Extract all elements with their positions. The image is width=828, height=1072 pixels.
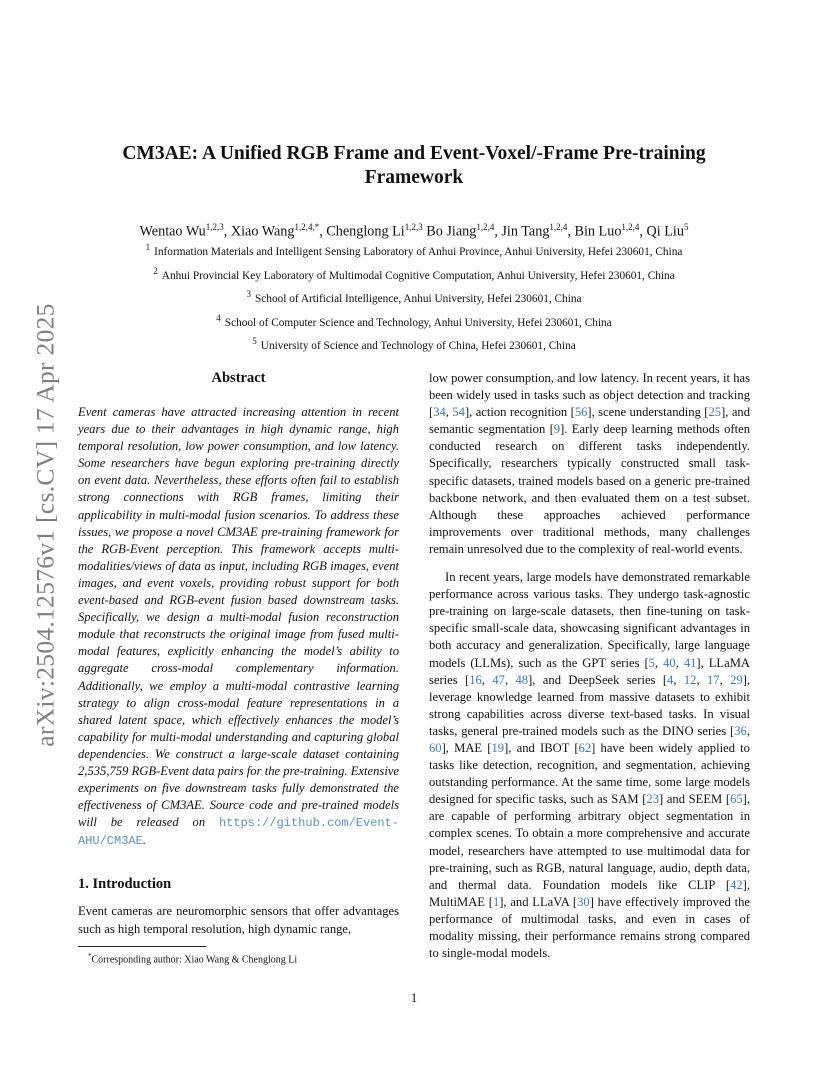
citation-link[interactable]: 12 bbox=[683, 672, 697, 687]
author-list: Wentao Wu$^{1,2,3}$, Xiao Wang$^{1,2,4,*}$, Chenglong Li$^{1,2,3}$ Bo Jiang$^{1,2,4}$, Jin Tang$^{1,2,4}$, Bin Luo$^{1,2,4}$, Qi Liu$^5$ bbox=[139, 222, 689, 240]
affiliation-list bbox=[60, 238, 768, 356]
citation-link[interactable]: 42 bbox=[730, 877, 743, 892]
citation-link[interactable]: 30 bbox=[577, 894, 590, 909]
paragraph-gap bbox=[429, 558, 750, 569]
citation-link[interactable]: 48 bbox=[515, 672, 529, 687]
affiliation-text: School of Artificial Intelligence, Anhui University, Hefei 230601, China bbox=[255, 292, 582, 305]
title-line-2: Framework bbox=[364, 167, 464, 188]
affiliation-text: University of Science and Technology of China, Hefei 230601, China bbox=[260, 340, 576, 353]
affiliation-number: 4 bbox=[216, 312, 221, 323]
author-name: Xiao Wang bbox=[230, 223, 295, 240]
author-affiliation-marker: 1,2,3 bbox=[404, 222, 423, 232]
author-name: Wentao Wu bbox=[139, 223, 206, 240]
arxiv-stamp-text: arXiv:2504.12576v1 [cs.CV] 17 Apr 2025 bbox=[31, 303, 61, 747]
citation-link[interactable]: 4 bbox=[667, 672, 674, 687]
author-name: Bin Luo bbox=[574, 223, 622, 240]
body-paragraph: In recent years, large models have demonstrated remarkable performance across various tasks. They undergo task-agnostic pre-training on large-scale datasets, then fine-tuning on task-specific small-scale data, showcasing significant advantages in both accuracy and generalization. Specifically, large language models (LLMs), such as the GPT series [5, 40, 41], LLaMA series [16, 47, 48], and DeepSeek series [4, 12, 17, 29], leverage knowledge learned from massive datasets to exhibit strong capabilities across diverse text-based tasks. In visual tasks, general pre-trained models such as the DINO series [36, 60], MAE [19], and IBOT [62] have been widely applied to tasks like detection, recognition, and segmentation, achieving outstanding performance. At the same time, some large models designed for specific tasks, such as SAM [23] and SEEM [65], are capable of performing arbitrary object segmentation in complex scenes. To obtain a more comprehensive and accurate model, researchers have attempted to use multimodal data for pre-training, such as RGB, natural language, audio, depth data, and thermal data. Foundation models like CLIP [42], MultiMAE [1], and LLaVA [30] have effectively improved the performance of multimodal tasks, and even in cases of modality missing, their performance remains strong compared to single-modal models. bbox=[429, 570, 751, 961]
citation-link[interactable]: 47 bbox=[492, 672, 505, 687]
author-affiliation-marker: 1,2,4 bbox=[476, 222, 495, 232]
citation-link[interactable]: 36 bbox=[734, 723, 747, 738]
code-link[interactable]: https://github.com/Event-AHU/CM3AE bbox=[78, 816, 399, 849]
footnote bbox=[78, 952, 399, 965]
author-affiliation-marker: 1,2,3 bbox=[205, 222, 224, 232]
affiliation-line bbox=[60, 262, 768, 286]
right-column bbox=[429, 370, 750, 962]
citation-link[interactable]: 9 bbox=[553, 422, 561, 437]
affiliation-line bbox=[60, 285, 768, 309]
author-name: Bo Jiang bbox=[426, 223, 477, 240]
affiliation-line bbox=[60, 238, 768, 262]
citation-link[interactable]: 16 bbox=[469, 672, 482, 687]
author-affiliation-marker: 5 bbox=[683, 222, 689, 232]
affiliation-number: 2 bbox=[153, 265, 158, 276]
author-name: Jin Tang bbox=[501, 223, 550, 240]
page-number: 1 bbox=[410, 991, 418, 1005]
affiliation-text: Information Materials and Intelligent Sensing Laboratory of Anhui Province, Anhui University, Hefei 230601, China bbox=[154, 245, 683, 258]
intro-paragraph: Event cameras are neuromorphic sensors that offer advantages such as high temporal resolution, high dynamic range, bbox=[78, 904, 399, 936]
author-name: Chenglong Li bbox=[326, 223, 405, 240]
affiliation-line bbox=[60, 332, 768, 356]
citation-link[interactable]: 56 bbox=[574, 405, 588, 420]
affiliation-text: Anhui Provincial Key Laboratory of Multimodal Cognitive Computation, Anhui University, Hefei 230601, China bbox=[161, 269, 675, 282]
affiliation-number: 5 bbox=[252, 336, 257, 347]
section-heading-introduction: 1. Introduction bbox=[78, 876, 172, 893]
left-column bbox=[78, 370, 399, 938]
paper-title bbox=[100, 142, 728, 190]
footnote-text: Corresponding author: Xiao Wang & Chenglong Li bbox=[91, 954, 298, 966]
citation-link[interactable]: 34 bbox=[433, 405, 446, 420]
footnote-divider bbox=[78, 946, 206, 947]
footnote-mark: * bbox=[88, 952, 92, 960]
citation-link[interactable]: 40 bbox=[663, 655, 676, 670]
affiliation-line bbox=[60, 309, 768, 333]
citation-link[interactable]: 25 bbox=[708, 405, 722, 420]
citation-link[interactable]: 5 bbox=[648, 655, 655, 670]
citation-link[interactable]: 29 bbox=[730, 672, 743, 687]
citation-link[interactable]: 65 bbox=[730, 792, 743, 807]
arxiv-stamp bbox=[26, 290, 66, 760]
citation-link[interactable]: 54 bbox=[452, 405, 465, 420]
citation-link[interactable]: 17 bbox=[706, 672, 720, 687]
citation-link[interactable]: 19 bbox=[491, 740, 505, 755]
author-affiliation-marker: 1,2,4,* bbox=[294, 222, 320, 232]
abstract-body bbox=[78, 404, 399, 850]
citation-link[interactable]: 62 bbox=[578, 740, 592, 755]
citation-link[interactable]: 60 bbox=[429, 740, 442, 755]
abstract-heading: Abstract bbox=[211, 370, 266, 386]
author-affiliation-marker: 1,2,4 bbox=[549, 222, 568, 232]
citation-link[interactable]: 1 bbox=[492, 894, 500, 909]
author-name: Qi Liu bbox=[646, 223, 684, 240]
abstract-end: . bbox=[142, 833, 146, 848]
affiliation-number: 1 bbox=[145, 242, 151, 252]
affiliation-text: School of Computer Science and Technology, Anhui University, Hefei 230601, China bbox=[224, 316, 612, 329]
citation-link[interactable]: 23 bbox=[646, 792, 660, 807]
citation-link[interactable]: 41 bbox=[683, 655, 697, 670]
affiliation-number: 3 bbox=[246, 289, 251, 300]
title-line-1: CM3AE: A Unified RGB Frame and Event-Voxel/-Frame Pre-training bbox=[122, 143, 706, 164]
abstract-text: Event cameras have attracted increasing attention in recent years due to their advantages in high dynamic range, high temporal resolution, low power consumption, and low latency. Some researchers have begun exploring pre-training directly on event data. Nevertheless, these efforts often fail to establish strong connections with RGB frames, limiting their applicability in multi-modal fusion scenarios. To address these issues, we propose a novel CM3AE pre-training framework for the RGB-Event perception. This framework accepts multi-modalities/views of data as input, including RGB images, event images, and event voxels, providing robust support for both event-based and RGB-event fusion based downstream tasks. Specifically, we design a multi-modal fusion reconstruction module that reconstructs the original image from fused multi-modal features, explicitly enhancing the model’s ability to aggregate cross-modal complementary information. Additionally, we employ a multi-modal contrastive learning strategy to align cross-modal feature representations in a shared latent space, which effectively enhances the model’s capability for multi-modal understanding and capturing global dependencies. We construct a large-scale dataset containing 2,535,759 RGB-Event data pairs for the pre-training. Extensive experiments on five downstream tasks fully demonstrated the effectiveness of CM3AE. Source code and pre-trained models will be released on bbox=[78, 405, 399, 830]
body-paragraph: low power consumption, and low latency. In recent years, it has been widely used in tasks such as object detection and tracking [34, 54], action recognition [56], scene understanding [25], and semantic segmentation [9]. Early deep learning methods often conducted research on different tasks independently. Specifically, researchers typically constructed small task-specific datasets, trained models based on a generic pre-trained backbone network, and then evaluated them on a test subset. Although these approaches achieved performance improvements over traditional methods, many challenges remain unresolved due to the complexity of real-world events. bbox=[429, 371, 751, 556]
author-affiliation-marker: 1,2,4 bbox=[621, 222, 640, 232]
